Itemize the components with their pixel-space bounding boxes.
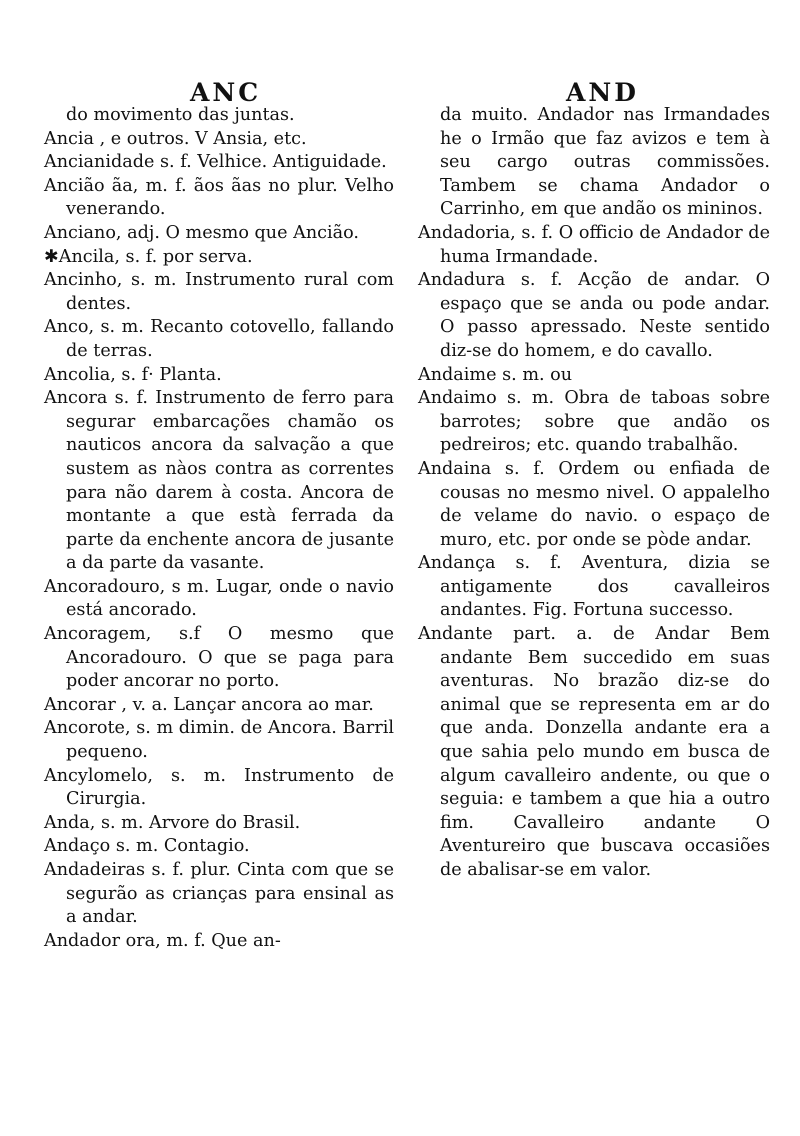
entry-ancianidade: Ancianidade s. f. Velhice. Antiguidade. bbox=[44, 152, 387, 173]
entry-andanca: Andança s. f. Aventura, dizia se antigamente dos cavalleiros andantes. Fig. Fortuna successo. bbox=[418, 553, 770, 621]
entry-andadura: Andadura s. f. Acção de andar. O espaço que se anda ou pode andar. O passo apressado. Neste sentido diz-se do homem, e do cavallo. bbox=[418, 270, 770, 361]
entry-anda: Anda, s. m. Arvore do Brasil. bbox=[44, 812, 301, 833]
entry-andaime: Andaime s. m. ou bbox=[418, 364, 573, 385]
entry-ancylomelo: Ancylomelo, s. m. Instrumento de Cirurgia. bbox=[44, 765, 394, 810]
right-column bbox=[418, 104, 770, 883]
entry-ancoradouro: Ancoradouro, s m. Lugar, onde o navio está ancorado. bbox=[44, 576, 394, 621]
right-running-header: AND bbox=[566, 78, 639, 107]
entry-ancila: ✱Ancila, s. f. por serva. bbox=[44, 246, 253, 267]
left-running-header: ANC bbox=[190, 78, 262, 107]
entry-andadoria: Andadoria, s. f. O officio de Andador de huma Irmandade. bbox=[418, 222, 770, 267]
entry-andaco: Andaço s. m. Contagio. bbox=[44, 836, 250, 857]
entry-andaina: Andaina s. f. Ordem ou enfiada de cousas no mesmo nivel. O appalelho de velame do navio. o espaço de muro, etc. por onde se pòde andar. bbox=[418, 458, 770, 550]
entry-andadeiras: Andadeiras s. f. plur. Cinta com que se segurão as crianças para ensinal as a andar. bbox=[44, 860, 394, 928]
entry-andador: Andador ora, m. f. Que an- bbox=[44, 930, 281, 951]
entry-anciano: Anciano, adj. O mesmo que Ancião. bbox=[44, 222, 359, 243]
entry-anco: Anco, s. m. Recanto cotovello, fallando de terras. bbox=[44, 317, 394, 361]
entry-anciao: Ancião ãa, m. f. ãos ãas no plur. Velho venerando. bbox=[44, 175, 394, 220]
continuation-text: da muito. Andador nas Irmandades he o Irmão que faz avizos e tem à seu cargo outras commissões. Tambem se chama Andador o Carrinho, em que andão os mininos. bbox=[440, 105, 770, 220]
entry-ancolia: Ancolia, s. f· Planta. bbox=[44, 364, 222, 385]
entry-ancorote: Ancorote, s. m dimin. de Ancora. Barril pequeno. bbox=[44, 718, 394, 763]
entry-andaimo: Andaimo s. m. Obra de taboas sobre barrotes; sobre que andão os pedreiros; etc. quando trabalhão. bbox=[418, 388, 770, 456]
continuation-text: do movimento das juntas. bbox=[66, 105, 295, 125]
entry-ancinho: Ancinho, s. m. Instrumento rural com dentes. bbox=[44, 270, 394, 314]
left-column bbox=[44, 104, 394, 953]
entry-ancia: Ancia , e outros. V Ansia, etc. bbox=[44, 128, 307, 149]
entry-ancoragem: Ancoragem, s.f O mesmo que Ancoradouro. O que se paga para poder ancorar no porto. bbox=[44, 624, 394, 692]
entry-ancora: Ancora s. f. Instrumento de ferro para segurar embarcações chamão os nauticos ancora da salvação a que sustem as nàos contra as correntes para não darem à costa. Ancora de montante a que està ferrada da parte da enchente ancora de jusante a da parte da vasante. bbox=[44, 388, 394, 574]
entry-andante: Andante part. a. de Andar Bem andante Bem succedido em suas aventuras. No brazão diz-se do animal que se representa em ar do que anda. Donzella andante era a que sahia pelo mundo em busca de algum cavalleiro andente, ou que o seguia: e tambem a que hia a outro fim. Cavalleiro andante O Aventureiro que buscava occasiões de abalisar-se em valor. bbox=[418, 624, 770, 880]
entry-ancorar: Ancorar , v. a. Lançar ancora ao mar. bbox=[44, 694, 374, 715]
